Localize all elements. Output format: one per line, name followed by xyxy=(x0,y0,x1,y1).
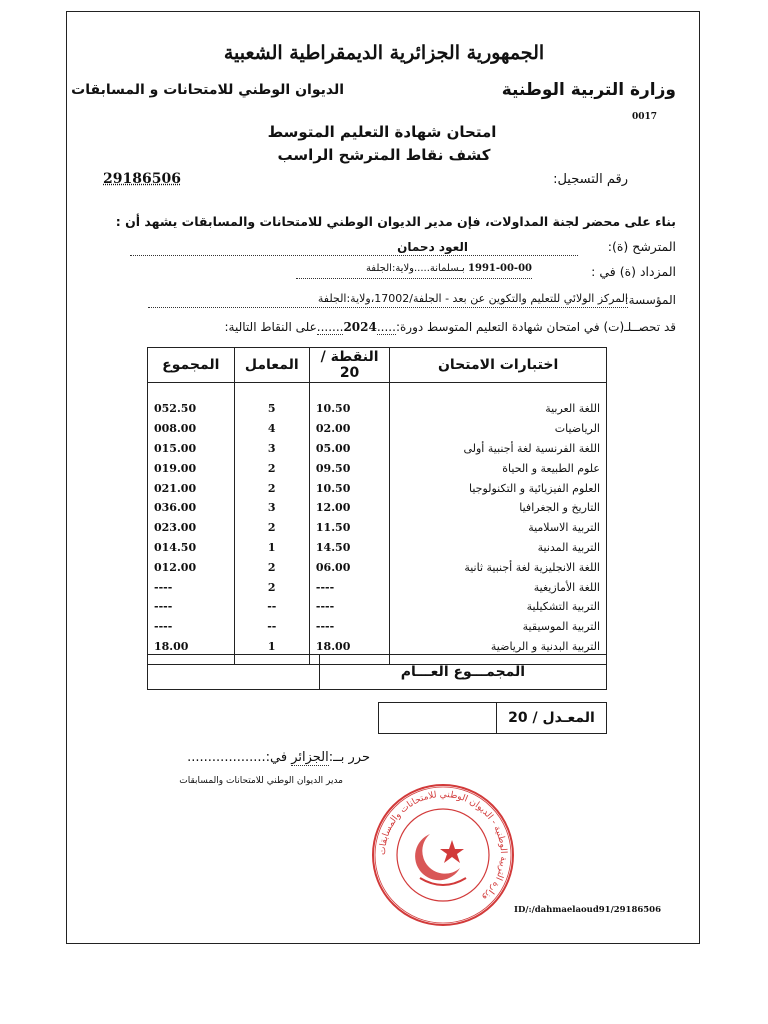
grand-total-row xyxy=(147,654,607,690)
institution-name: المركز الولائي للتعليم والتكوين عن بعد - الجلفة/17002،ولاية:الجلفة xyxy=(148,292,628,308)
subject-cell: التربية الاسلامية xyxy=(390,518,607,538)
header-subject: اختبارات الامتحان xyxy=(390,348,607,383)
total-cell: 012.00 xyxy=(148,557,235,577)
grades-table xyxy=(147,347,607,665)
table-row xyxy=(148,419,607,439)
coef-cell: 2 xyxy=(234,518,309,538)
made-at-city: الجزائر xyxy=(291,750,329,765)
made-at-label: حرر بــ: xyxy=(328,750,370,765)
grade-cell: ---- xyxy=(309,597,389,617)
average-label: المعـدل / 20 xyxy=(496,703,606,733)
subject-cell: الرياضيات xyxy=(390,419,607,439)
subject-cell: علوم الطبيعة و الحياة xyxy=(390,458,607,478)
coef-cell: 1 xyxy=(234,538,309,558)
total-cell: 014.50 xyxy=(148,538,235,558)
birth-date: 1991-00-00 xyxy=(468,263,532,274)
office-name: الديوان الوطني للامتحانات و المسابقات xyxy=(71,82,344,98)
registration-number: 29186506 xyxy=(103,171,181,187)
grand-total-value xyxy=(148,655,320,690)
birth-details-field: 1991-00-00 بـسلمانة.....ولاية:الجلفة xyxy=(296,263,532,279)
birth-wilaya: ولاية:الجلفة xyxy=(365,263,414,274)
total-cell: ---- xyxy=(148,577,235,597)
coef-cell: 2 xyxy=(234,557,309,577)
coef-cell: 2 xyxy=(234,478,309,498)
grade-cell: 10.50 xyxy=(309,383,389,419)
session-year: 2024 xyxy=(343,320,377,334)
coef-cell: 3 xyxy=(234,498,309,518)
registration-label: رقم التسجيل: xyxy=(553,172,628,187)
coef-cell: 4 xyxy=(234,419,309,439)
session-line: قد تحصــلـ(ت) في امتحان شهادة التعليم المتوسط دورة:.....2024.......على النقاط التالية: xyxy=(224,320,676,334)
total-cell: ---- xyxy=(148,617,235,637)
grades-table-header xyxy=(148,348,607,383)
made-at-line xyxy=(187,750,370,765)
candidate-name-field xyxy=(130,240,578,256)
seal-emblem-icon xyxy=(415,834,466,885)
grade-cell: ---- xyxy=(309,577,389,597)
total-cell: 008.00 xyxy=(148,419,235,439)
exam-title: امتحان شهادة التعليم المتوسط xyxy=(267,123,497,141)
coef-cell: 2 xyxy=(234,577,309,597)
grade-cell: 09.50 xyxy=(309,458,389,478)
table-row xyxy=(148,577,607,597)
table-row xyxy=(148,597,607,617)
institution-label: المؤسسة: xyxy=(624,293,676,307)
total-cell: 015.00 xyxy=(148,439,235,459)
coef-cell: 5 xyxy=(234,383,309,419)
subject-cell: التربية التشكيلية xyxy=(390,597,607,617)
subject-cell: العلوم الفيزيائية و التكنولوجيا xyxy=(390,478,607,498)
grade-cell: 14.50 xyxy=(309,538,389,558)
table-row xyxy=(148,617,607,637)
date-label: في: xyxy=(265,750,288,765)
header-coef: المعامل xyxy=(234,348,309,383)
table-row xyxy=(148,518,607,538)
signer-title: مدير الديوان الوطني للامتحانات والمسابقات xyxy=(179,776,343,786)
sheet-title: كشف نقاط المترشح الراسب xyxy=(277,146,491,164)
grade-cell: 05.00 xyxy=(309,439,389,459)
seal-text: وزارة التربية الوطنية - الديوان الوطني للامتحانات والمسابقات xyxy=(377,789,509,903)
ministry-name: وزارة التربية الوطنية xyxy=(501,80,676,100)
table-row xyxy=(148,478,607,498)
official-seal xyxy=(370,782,516,928)
republic-title: الجمهورية الجزائرية الديمقراطية الشعبية xyxy=(223,42,545,64)
subject-cell: اللغة العربية xyxy=(390,383,607,419)
total-cell: 18.00 xyxy=(148,637,235,665)
total-cell: ---- xyxy=(148,597,235,617)
grade-cell: 06.00 xyxy=(309,557,389,577)
subject-cell: اللغة الأمازيغية xyxy=(390,577,607,597)
subject-cell: التربية المدنية xyxy=(390,538,607,558)
total-cell: 019.00 xyxy=(148,458,235,478)
total-cell: 052.50 xyxy=(148,383,235,419)
grade-cell: 10.50 xyxy=(309,478,389,498)
subject-cell: اللغة الفرنسية لغة أجنبية أولى xyxy=(390,439,607,459)
coef-cell: 1 xyxy=(234,637,309,665)
header-total: المجموع xyxy=(148,348,235,383)
document-id: ID/:/dahmaelaoud91/29186506 xyxy=(514,905,662,915)
grade-cell: 11.50 xyxy=(309,518,389,538)
total-cell: 036.00 xyxy=(148,498,235,518)
subject-cell: التربية الموسيقية xyxy=(390,617,607,637)
reference-number: 0017 xyxy=(632,112,658,122)
intro-statement: بناء على محضر لجنة المداولات، فإن مدير الديوان الوطني للامتحانات والمسابقات يشهد أن : xyxy=(115,214,676,229)
coef-cell: -- xyxy=(234,597,309,617)
coef-cell: -- xyxy=(234,617,309,637)
coef-cell: 2 xyxy=(234,458,309,478)
grade-cell: ---- xyxy=(309,617,389,637)
session-prefix: قد تحصــلـ(ت) في امتحان شهادة التعليم المتوسط دورة: xyxy=(395,320,676,334)
average-value xyxy=(379,703,496,733)
birth-place-prefix: بـ xyxy=(459,263,465,274)
birth-label: المزداد (ة) في : xyxy=(591,264,676,279)
subject-cell: التاريخ و الجغرافيا xyxy=(390,498,607,518)
birth-place: سلمانة xyxy=(429,263,460,274)
coef-cell: 3 xyxy=(234,439,309,459)
header-grade: النقطة / 20 xyxy=(309,348,389,383)
grade-cell: 02.00 xyxy=(309,419,389,439)
grade-cell: 12.00 xyxy=(309,498,389,518)
candidate-name: العود دحمان xyxy=(397,240,468,254)
table-row xyxy=(148,498,607,518)
table-row xyxy=(148,439,607,459)
session-suffix: على النقاط التالية: xyxy=(224,320,317,334)
total-cell: 023.00 xyxy=(148,518,235,538)
date-dots: ................... xyxy=(187,750,266,765)
candidate-name-label: المترشح (ة): xyxy=(607,239,676,254)
table-row xyxy=(148,383,607,419)
subject-cell: اللغة الانجليزية لغة أجنبية ثانية xyxy=(390,557,607,577)
grade-cell: 18.00 xyxy=(309,637,389,665)
table-row xyxy=(148,557,607,577)
average-box xyxy=(378,702,607,734)
subject-cell: التربية البدنية و الرياضية xyxy=(390,637,607,665)
table-row xyxy=(148,458,607,478)
grand-total-label: المجمـــوع العـــام xyxy=(319,655,606,690)
table-row xyxy=(148,538,607,558)
total-cell: 021.00 xyxy=(148,478,235,498)
